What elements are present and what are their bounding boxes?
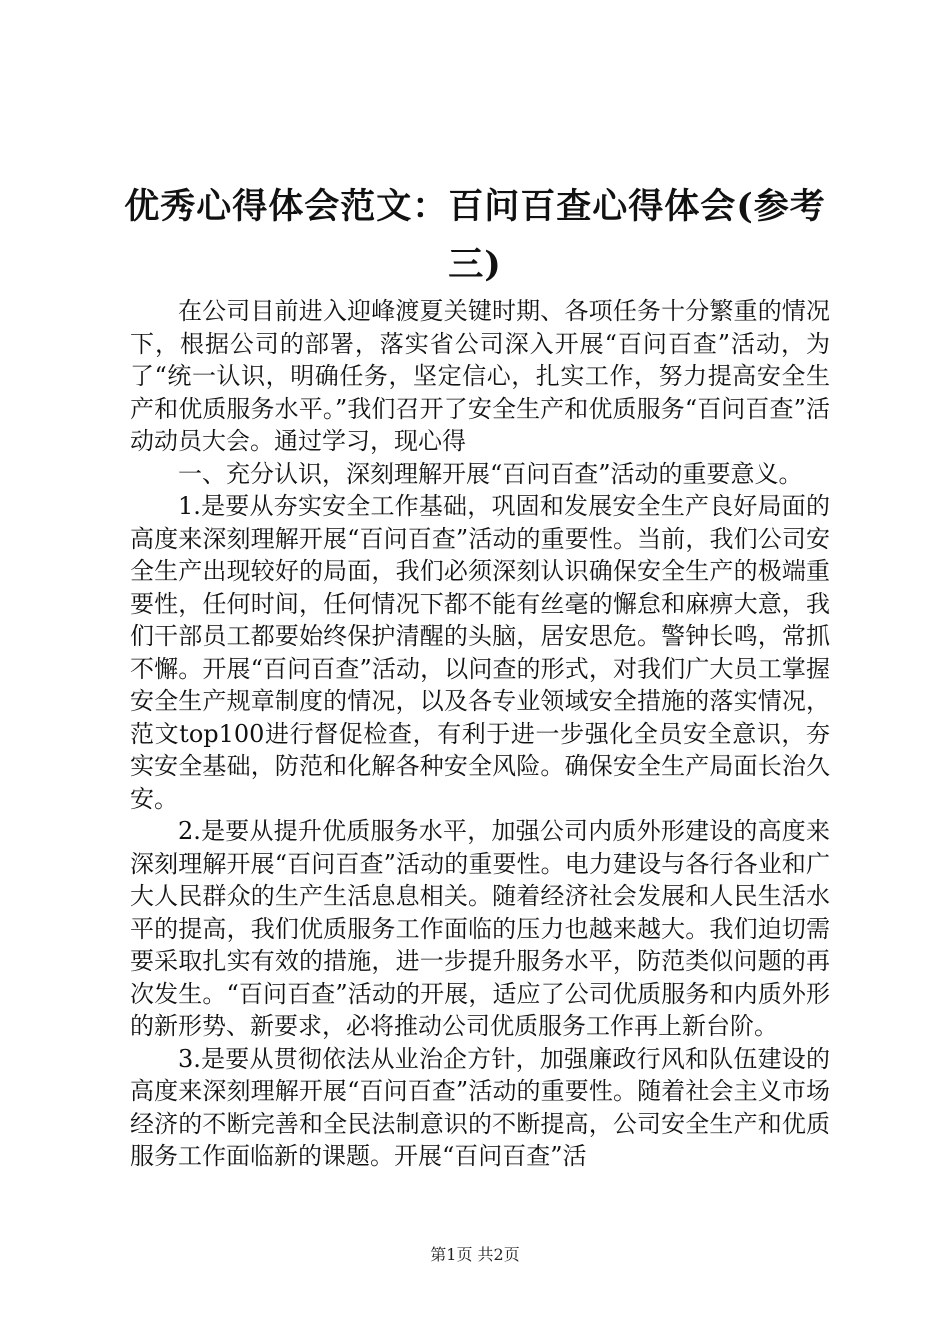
document-body bbox=[130, 295, 830, 1173]
paragraph-point-3: 3.是要从贯彻依法从业治企方针，加强廉政行风和队伍建设的高度来深刻理解开展“百问百查”活动的重要性。随着社会主义市场经济的不断完善和全民法制意识的不断提高，公司安全生产和优质服务工作面临新的课题。开展“百问百查”活 bbox=[130, 1044, 830, 1170]
paragraph-intro: 在公司目前进入迎峰渡夏关键时期、各项任务十分繁重的情况下，根据公司的部署，落实省公司深入开展“百问百查”活动，为了“统一认识，明确任务，坚定信心，扎实工作，努力提高安全生产和优质服务水平。”我们召开了安全生产和优质服务“百问百查”活动动员大会。通过学习，现心得 bbox=[130, 297, 830, 455]
paragraph-point-1: 1.是要从夯实安全工作基础，巩固和发展安全生产良好局面的高度来深刻理解开展“百问百查”活动的重要性。当前，我们公司安全生产出现较好的局面，我们必须深刻认识确保安全生产的极端重要性，任何时间，任何情况下都不能有丝毫的懈怠和麻痹大意，我们干部员工都要始终保护清醒的头脑，居安思危。警钟长鸣，常抓不懈。开展“百问百查”活动，以问查的形式，对我们广大员工掌握安全生产规章制度的情况，以及各专业领域安全措施的落实情况，范文top100进行督促检查，有利于进一步强化全员安全意识，夯实安全基础，防范和化解各种安全风险。确保安全生产局面长治久安。 bbox=[130, 492, 830, 813]
document-title: 优秀心得体会范文：百问百查心得体会(参考三) bbox=[124, 186, 826, 285]
paragraph-point-2: 2.是要从提升优质服务水平，加强公司内质外形建设的高度来深刻理解开展“百问百查”活动的重要性。电力建设与各行各业和广大人民群众的生产生活息息相关。随着经济社会发展和人民生活水平的提高，我们优质服务工作面临的压力也越来越大。我们迫切需要采取扎实有效的措施，进一步提升服务水平，防范类似问题的再次发生。“百问百查”活动的开展，适应了公司优质服务和内质外形的新形势、新要求，必将推动公司优质服务工作再上新台阶。 bbox=[130, 817, 830, 1040]
section-heading-1: 一、充分认识，深刻理解开展“百问百查”活动的重要意义。 bbox=[178, 459, 803, 488]
page-footer: 第1页 共2页 bbox=[430, 1245, 520, 1264]
